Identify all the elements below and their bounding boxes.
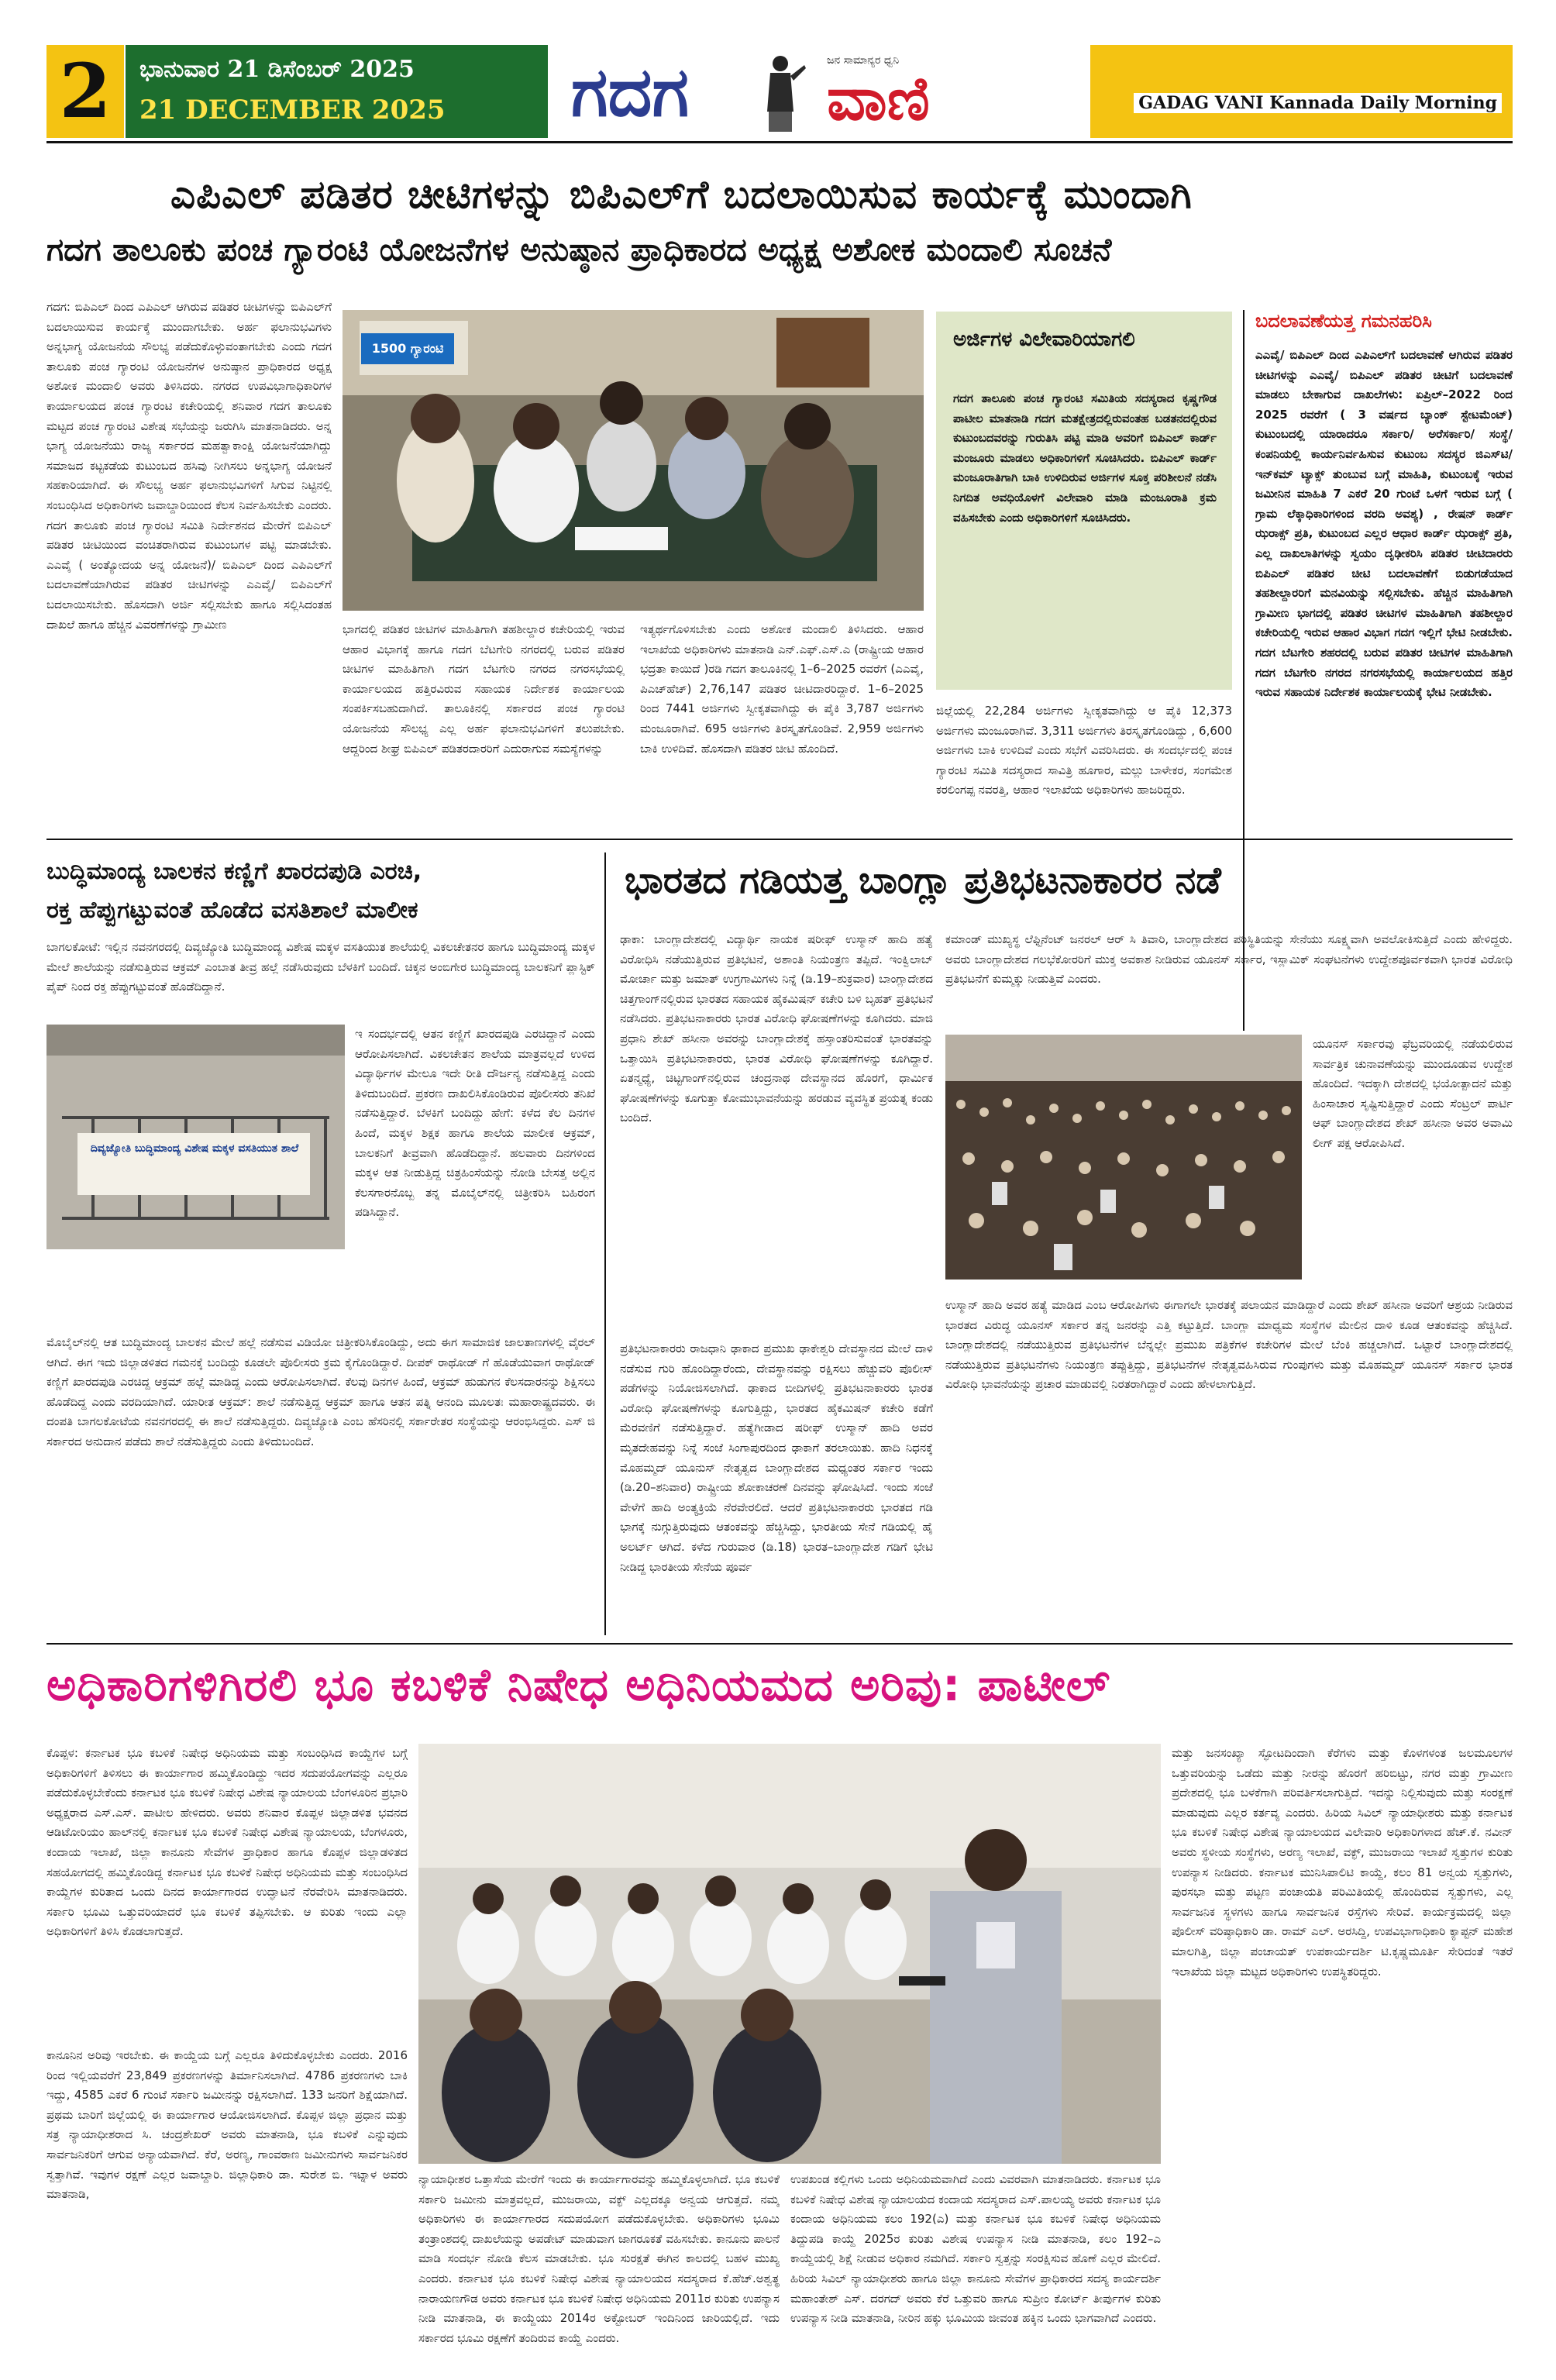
lead-box-text: ಗದಗ ತಾಲೂಕು ಪಂಚ ಗ್ಯಾರಂಟಿ ಸಮಿತಿಯ ಸದಸ್ಯರಾದ ಕೃಷ್ಣಗೌಡ ಪಾಟೀಲ ಮಾತನಾಡಿ ಗದಗ ಮತಕ್ಷೇತ್ರದಲ್ಲಿರುವಂತಹ ಬಡತನದಲ್ಲಿರುವ ಕುಟುಂಬದವರನ್ನು ಗುರುತಿಸಿ ಪಟ್ಟಿ ಮಾಡಿ ಅವರಿಗೆ ಬಿಪಿಎಲ್ ಕಾರ್ಡ್ ಮಂಜೂರು ಮಾಡಲು ಅಧಿಕಾರಿಗಳಿಗೆ ಸೂಚಿಸಿದರು. ಬಿಪಿಎಲ್ ಕಾರ್ಡ್ ಮಂಜೂರಾತಿಗಾಗಿ ಬಾಕಿ ಉಳಿದಿರುವ ಅರ್ಜಿಗಳ ಸೂಕ್ತ ಪರಿಶೀಲನೆ ನಡೆಸಿ ನಿಗದಿತ ಅವಧಿಯೊಳಗೆ ವಿಲೇವಾರಿ ಮಾಡಿ ಮಂಜೂರಾತಿ ಕ್ರಮ ವಹಿಸಬೇಕು ಎಂದು ಅಧಿಕಾರಿಗಳಿಗೆ ಸೂಚಿಸಿದರು. <box>953 391 1217 525</box>
side-box-text: ಎಎವೈ/ ಬಿಪಿಎಲ್ ದಿಂದ ಎಪಿಎಲ್‌ಗೆ ಬದಲಾವಣೆ ಆಗಿರುವ ಪಡಿತರ ಚೀಟಿಗಳನ್ನು ಎಎವೈ/ ಬಿಪಿಎಲ್ ಪಡಿತರ ಚೀಟಿಗೆ ಬದಲಾವಣೆ ಮಾಡಲು ಬೇಕಾಗುವ ದಾಖಲೆಗಳು: ಏಪ್ರಿಲ್–2022 ರಿಂದ 2025 ರವರೆಗೆ ( 3 ವರ್ಷದ ಬ್ಯಾಂಕ್ ಸ್ಟೇಟಮೆಂಟ್) ಕುಟುಂಬದಲ್ಲಿ ಯಾರಾದರೂ ಸರ್ಕಾರಿ/ ಅರೆಸರ್ಕಾರಿ/ ಸಂಸ್ಥೆ/ ಕಂಪನಿಯಲ್ಲಿ ಕಾರ್ಯನಿರ್ವಹಿಸುವ ಕುಟುಂಬ ಸದಸ್ಯರ ಜಿಎಸ್‌ಟಿ/ ಇನ್‌ಕಮ್ ಟ್ಯಾಕ್ಸ್ ತುಂಬುವ ಬಗ್ಗೆ ಮಾಹಿತಿ, ಕುಟುಂಬಕ್ಕೆ ಇರುವ ಜಮೀನಿನ ಮಾಹಿತಿ 7 ಎಕರೆ 20 ಗುಂಟೆ ಒಳಗೆ ಇರುವ ಬಗ್ಗೆ ( ಗ್ರಾಮ ಲೆಕ್ಕಾಧಿಕಾರಿಗಳಿಂದ ವರದಿ ಅವಶ್ಯ) , ರೇಷನ್ ಕಾರ್ಡ್ ಝರಾಕ್ಸ್ ಪ್ರತಿ, ಕುಟುಂಬದ ಎಲ್ಲರ ಆಧಾರ ಕಾರ್ಡ್ ಝರಾಕ್ಸ್ ಪ್ರತಿ, ಎಲ್ಲ ದಾಖಲಾತಿಗಳನ್ನು ಸ್ವಯಂ ದೃಢೀಕರಿಸಿ ಪಡಿತರ ಚೀಟಿದಾರರು ಬಿಪಿಎಲ್ ಪಡಿತರ ಚೀಟಿ ಬದಲಾವಣೆಗೆ ಬಿಡುಗಡೆಯಾದ ತಹಶೀಲ್ದಾರರಿಗೆ ಮನವಿಯನ್ನು ಸಲ್ಲಿಸಬೇಕು. ಹೆಚ್ಚಿನ ಮಾಹಿತಿಗಾಗಿ ಗ್ರಾಮೀಣ ಭಾಗದಲ್ಲಿ ಪಡಿತರ ಚೀಟಿಗಳ ಮಾಹಿತಿಗಾಗಿ ತಹಶೀಲ್ದಾರ ಕಚೇರಿಯಲ್ಲಿ ಇರುವ ಆಹಾರ ವಿಭಾಗ ಗದಗ ಇಲ್ಲಿಗೆ ಭೇಟಿ ನೀಡಬೇಕು. ಗದಗ ಬೆಟಗೇರಿ ಶಹರದಲ್ಲಿ ಬರುವ ಪಡಿತರ ಚೀಟಿಗಳ ಮಾಹಿತಿಗಾಗಿ ಗದಗ ಬೆಟಗೇರಿ ನಗರದ ನಗರಸಭೆಯಲ್ಲಿ ಕಾರ್ಯಾಲಯದ ಹತ್ತಿರ ಇರುವ ಸಹಾಯಕ ನಿರ್ದೇಶಕ ಕಾರ್ಯಾಲಯಕ್ಕೆ ಭೇಟಿ ನೀಡಬೇಕು. <box>1255 348 1513 700</box>
masthead-band <box>1090 45 1513 138</box>
story3-col1-bottom: ಪ್ರತಿಭಟನಾಕಾರರು ರಾಜಧಾನಿ ಢಾಕಾದ ಪ್ರಮುಖ ಢಾಕೇಶ್ವರಿ ದೇವಸ್ಥಾನದ ಮೇಲೆ ದಾಳಿ ನಡೆಸುವ ಗುರಿ ಹೊಂದಿದ್ದಾರೆಂದು, ದೇವಸ್ಥಾನವನ್ನು ರಕ್ಷಿಸಲು ಹೆಚ್ಚುವರಿ ಪೊಲೀಸ್ ಪಡೆಗಳನ್ನು ನಿಯೋಜಿಸಲಾಗಿದೆ. ಢಾಕಾದ ಬೀದಿಗಳಲ್ಲಿ ಪ್ರತಿಭಟನಾಕಾರರು ಭಾರತ ವಿರೋಧಿ ಘೋಷಣೆಗಳನ್ನು ಕೂಗುತ್ತಿದ್ದು, ಭಾರತದ ಹೈಕಮಿಷನ್ ಕಚೇರಿ ಕಡೆಗೆ ಮೆರವಣಿಗೆ ನಡೆಸುತ್ತಿದ್ದಾರೆ. ಹತ್ಯೆಗೀಡಾದ ಷರೀಫ್ ಉಸ್ಮಾನ್ ಹಾದಿ ಅವರ ಮೃತದೇಹವನ್ನು ನಿನ್ನೆ ಸಂಜೆ ಸಿಂಗಾಪುರದಿಂದ ಢಾಕಾಗೆ ತರಲಾಯಿತು. ಹಾದಿ ನಿಧನಕ್ಕೆ ಮೊಹಮ್ಮದ್ ಯೂನುಸ್ ನೇತೃತ್ವದ ಬಾಂಗ್ಲಾದೇಶದ ಮಧ್ಯಂತರ ಸರ್ಕಾರ ಇಂದು (ಡಿ.20–ಶನಿವಾರ) ರಾಷ್ಟ್ರೀಯ ಶೋಕಾಚರಣೆ ದಿನವನ್ನು ಘೋಷಿಸಿದೆ. ಇಂದು ಸಂಜೆ ವೇಳೆಗೆ ಹಾದಿ ಅಂತ್ಯಕ್ರಿಯೆ ನೆರವೇರಲಿದೆ. ಆದರೆ ಪ್ರತಿಭಟನಾಕಾರರು ಭಾರತದ ಗಡಿ ಭಾಗಕ್ಕೆ ನುಗ್ಗುತ್ತಿರುವುದು ಆತಂಕವನ್ನು ಹೆಚ್ಚಿಸಿದ್ದು, ಭಾರತೀಯ ಸೇನೆ ಗಡಿಯಲ್ಲಿ ಹೈ ಅಲರ್ಟ್ ಆಗಿದೆ. ಕಳೆದ ಗುರುವಾರ (ಡಿ.18) ಭಾರತ–ಬಾಂಗ್ಲಾದೇಶ ಗಡಿಗೆ ಭೇಟಿ ನೀಡಿದ್ದ ಭಾರತೀಯ ಸೇನೆಯ ಪೂರ್ವ <box>620 1342 933 1574</box>
date-box <box>126 45 548 138</box>
story2-text-top: ಬಾಗಲಕೋಟೆ: ಇಲ್ಲಿನ ನವನಗರದಲ್ಲಿ ದಿವ್ಯಜ್ಯೋತಿ ಬುದ್ಧಿಮಾಂದ್ಯ ವಿಶೇಷ ಮಕ್ಕಳ ವಸತಿಯುತ ಶಾಲೆಯಲ್ಲಿ ವಿಕಲಚೇತನರ ಹಾಗೂ ಬುದ್ಧಿಮಾಂದ್ಯ ಮಕ್ಕಳ ಮೇಲೆ ಶಾಲೆಯನ್ನು ನಡೆಸುತ್ತಿರುವ ಆಕ್ರಮ್ ಎಂಬಾತ ತೀವ್ರ ಹಲ್ಲೆ ನಡೆಸಿರುವುದು ಬೆಳಕಿಗೆ ಬಂದಿದೆ. ಚಿಕ್ಕನ ಅಂಬಿಗೇರ ಬುದ್ಧಿಮಾಂದ್ಯ ಬಾಲಕನಿಗೆ ಪ್ಲಾಸ್ಟಿಕ್ ಪೈಪ್ ನಿಂದ ರಕ್ತ ಹೆಪ್ಪುಗಟ್ಟುವಂತೆ ಹೊಡೆದಿದ್ದಾನೆ. <box>46 940 595 994</box>
story4-col4: ಮತ್ತು ಜನಸಂಖ್ಯಾ ಸ್ಫೋಟದಿಂದಾಗಿ ಕೆರೆಗಳು ಮತ್ತು ಕೊಳಗಳಂತ ಜಲಮೂಲಗಳ ಒತ್ತುವರಿಯನ್ನು ಒಡೆದು ಮತ್ತು ನೀರನ್ನು ಹೊರಗೆ ಹರಿಬಿಟ್ಟು, ನಗರ ಮತ್ತು ಗ್ರಾಮೀಣ ಪ್ರದೇಶದಲ್ಲಿ ಭೂ ಬಳಕೆಗಾಗಿ ಪರಿವರ್ತಿಸಲಾಗುತ್ತಿದೆ. ಇದನ್ನು ನಿಲ್ಲಿಸುವುದು ಮತ್ತು ಸಂರಕ್ಷಣೆ ಮಾಡುವುದು ಎಲ್ಲರ ಕರ್ತವ್ಯ ಎಂದರು. ಹಿರಿಯ ಸಿವಿಲ್ ನ್ಯಾಯಾಧೀಶರು ಮತ್ತು ಕರ್ನಾಟಕ ಭೂ ಕಬಳಿಕೆ ನಿಷೇಧ ವಿಶೇಷ ನ್ಯಾಯಾಲಯದ ವಿಲೇವಾರಿ ಅಧಿಕಾರಿಗಳಾದ ಹೆಚ್.ಕೆ. ನವೀನ್ ಅವರು ಸ್ಥಳೀಯ ಸಂಸ್ಥೆಗಳು, ಅರಣ್ಯ ಇಲಾಖೆ, ವಕ್ಫ್, ಮುಜರಾಯಿ ಇಲಾಖೆ ಸ್ವತ್ತುಗಳ ಕುರಿತು ಉಪನ್ಯಾಸ ನೀಡಿದರು. ಕರ್ನಾಟಕ ಮುನಿಸಿಪಾಲಿಟಿ ಕಾಯ್ದೆ, ಕಲಂ 81 ಅನ್ವಯ ಸ್ವತ್ತುಗಳು, ಪುರಸಭಾ ಮತ್ತು ಪಟ್ಟಣ ಪಂಚಾಯತಿ ಪರಿಮಿತಿಯಲ್ಲಿ ಹೊಂದಿರುವ ಸ್ವತ್ತುಗಳು, ಎಲ್ಲ ಸಾರ್ವಜನಿಕ ಸ್ಥಳಗಳು ಹಾಗೂ ಸಾರ್ವಜನಿಕ ರಸ್ತೆಗಳು ಸೇರಿವೆ. ಕಾರ್ಯಕ್ರಮದಲ್ಲಿ ಜಿಲ್ಲಾ ಪೊಲೀಸ್ ವರಿಷ್ಠಾಧಿಕಾರಿ ಡಾ. ರಾಮ್ ಎಲ್. ಅರಸಿದ್ದಿ, ಉಪವಿಭಾಗಾಧಿಕಾರಿ ಕ್ಯಾಪ್ಟನ್ ಮಹೇಶ ಮಾಲಗಿತ್ತಿ, ಜಿಲ್ಲಾ ಪಂಚಾಯತ್ ಉಪಕಾರ್ಯದರ್ಶಿ ಟಿ.ಕೃಷ್ಣಮೂರ್ತಿ ಸೇರಿದಂತೆ ಇತರೆ ಇಲಾಖೆಯ ಜಿಲ್ಲಾ ಮಟ್ಟದ ಅಧಿಕಾರಿಗಳು ಉಪಸ್ಥಿತರಿದ್ದರು. <box>1172 1746 1513 1979</box>
story3-col2-bottom: ಉಸ್ಮಾನ್ ಹಾದಿ ಅವರ ಹತ್ಯೆ ಮಾಡಿದ ಎಂಬ ಆರೋಪಿಗಳು ಈಗಾಗಲೇ ಭಾರತಕ್ಕೆ ಪಲಾಯನ ಮಾಡಿದ್ದಾರೆ ಎಂದು ಶೇಖ್ ಹಸೀನಾ ಅವರಿಗೆ ಆಶ್ರಯ ನೀಡಿರುವ ಭಾರತದ ವಿರುದ್ಧ ಯೂನಸ್ ಸರ್ಕಾರ ತನ್ನ ಜನರನ್ನು ಎತ್ತಿ ಕಟ್ಟುತ್ತಿದೆ. ಬಾಂಗ್ಲಾ ಮಾಧ್ಯಮ ಸಂಸ್ಥೆಗಳ ಮೇಲಿನ ದಾಳಿ ಕೂಡ ಆತಂಕವನ್ನು ಹೆಚ್ಚಿಸಿದೆ. ಬಾಂಗ್ಲಾದೇಶದಲ್ಲಿ ನಡೆಯುತ್ತಿರುವ ಪ್ರತಿಭಟನೆಗಳ ಬೆನ್ನಲ್ಲೇ ಪ್ರಮುಖ ಪತ್ರಿಕೆಗಳ ಕಚೇರಿಗಳ ಮೇಲೆ ಬೆಂಕಿ ಹಚ್ಚಲಾಗಿದೆ. ಒಟ್ಟಾರೆ ಬಾಂಗ್ಲಾದೇಶದಲ್ಲಿ ನಡೆಯುತ್ತಿರುವ ಪ್ರತಿಭಟನೆಗಳು ನಿಯಂತ್ರಣ ತಪ್ಪುತ್ತಿದ್ದು, ಪ್ರತಿಭಟನೆಗಳ ನೇತೃತ್ವವಹಿಸಿರುವ ಗುಂಪುಗಳು ಮತ್ತು ಮೊಹಮ್ಮದ್ ಯೂನಸ್ ಸರ್ಕಾರ ಭಾರತ ವಿರೋಧಿ ಭಾವನೆಯನ್ನು ಪ್ರಚಾರ ಮಾಡುವಲ್ಲಿ ನಿರತರಾಗಿದ್ದಾರೆ ಎಂದು ಹೇಳಲಾಗುತ್ತಿದೆ. <box>945 1298 1513 1392</box>
date-kannada: ಭಾನುವಾರ 21 ಡಿಸೆಂಬರ್ 2025 <box>139 56 415 83</box>
story3-headline: ಭಾರತದ ಗಡಿಯತ್ತ ಬಾಂಗ್ಲಾ ಪ್ರತಿಭಟನಾಕಾರರ ನಡೆ <box>625 859 1221 902</box>
lead-column-3: ಇತ್ಯರ್ಥಗೊಳಿಸಬೇಕು ಎಂದು ಅಶೋಕ ಮಂದಾಲಿ ತಿಳಿಸಿದರು. ಆಹಾರ ಇಲಾಖೆಯ ಅಧಿಕಾರಿಗಳು ಮಾತನಾಡಿ ಎನ್.ಎಫ್.ಎಸ್.ಎ (ರಾಷ್ಟ್ರೀಯ ಆಹಾರ ಭದ್ರತಾ ಕಾಯಿದೆ )ರಡಿ ಗದಗ ತಾಲೂಕಿನಲ್ಲಿ 1–6–2025 ರವರೆಗೆ (ಎಎವೈ, ಪಿಎಚ್‌ಹೆಚ್) 2,76,147 ಪಡಿತರ ಚೀಟಿದಾರರಿದ್ದಾರೆ. 1–6–2025 ರಿಂದ 7441 ಅರ್ಜಿಗಳು ಸ್ವೀಕೃತವಾಗಿದ್ದು ಈ ಪೈಕಿ 3,787 ಅರ್ಜಿಗಳು ಮಂಜೂರಾಗಿವೆ. 695 ಅರ್ಜಿಗಳು ತಿರಸ್ಕೃತಗೊಂಡಿವೆ. 2,959 ಅರ್ಜಿಗಳು ಬಾಕಿ ಉಳಿದಿವೆ. ಹೊಸದಾಗಿ ಪಡಿತರ ಚೀಟಿ ಹೊಂದಿದೆ. <box>640 622 924 756</box>
story2-text-right: ಇ ಸಂದರ್ಭದಲ್ಲಿ ಆತನ ಕಣ್ಣಿಗೆ ಖಾರದಪುಡಿ ಎರಚಿದ್ದಾನೆ ಎಂದು ಆರೋಪಿಸಲಾಗಿದೆ. ವಿಕಲಚೇತನ ಶಾಲೆಯ ಮಾತ್ರವಲ್ಲದೆ ಉಳಿದ ವಿದ್ಯಾರ್ಥಿಗಳ ಮೇಲೂ ಇದೇ ರೀತಿ ದೌರ್ಜನ್ಯ ನಡೆಸುತ್ತಿದ್ದ ಎಂದು ತಿಳಿದುಬಂದಿದೆ. ಪ್ರಕರಣ ದಾಖಲಿಸಿಕೊಂಡಿರುವ ಪೊಲೀಸರು ತನಿಖೆ ನಡೆಸುತ್ತಿದ್ದಾರೆ. ಬೆಳಕಿಗೆ ಬಂದಿದ್ದು ಹೇಗೆ: ಕಳೆದ ಕೆಲ ದಿನಗಳ ಹಿಂದೆ, ಮಕ್ಕಳ ಶಿಕ್ಷಕ ಹಾಗೂ ಶಾಲೆಯ ಮಾಲೀಕ ಆಕ್ರಮ್, ಬಾಲಕನಿಗೆ ತೀವ್ರವಾಗಿ ಹೊಡೆದಿದ್ದಾನೆ. ಹಲವಾರು ದಿನಗಳಿಂದ ಮಕ್ಕಳ ಆತ ನೀಡುತ್ತಿದ್ದ ಚಿತ್ರಹಿಂಸೆಯನ್ನು ನೋಡಿ ಬೇಸತ್ತ ಅಲ್ಲಿನ ಕೆಲಸಗಾರನೊಬ್ಬ ತನ್ನ ಮೊಬೈಲ್‌ನಲ್ಲಿ ಚಿತ್ರೀಕರಿಸಿ ಬಹಿರಂಗ ಪಡಿಸಿದ್ದಾನೆ. <box>355 1027 595 1220</box>
logo-left-text: ಗದಗ <box>571 51 690 132</box>
logo-right-text: ವಾಣಿ <box>827 64 930 134</box>
photo-banner-text: 1500 ಗ್ಯಾರಂಟಿ <box>361 333 454 364</box>
story4-photo <box>418 1744 1161 2164</box>
story3-col1-top: ಢಾಕಾ: ಬಾಂಗ್ಲಾದೇಶದಲ್ಲಿ ವಿದ್ಯಾರ್ಥಿ ನಾಯಕ ಷರೀಫ್ ಉಸ್ಮಾನ್ ಹಾದಿ ಹತ್ಯೆ ವಿರೋಧಿಸಿ ನಡೆಯುತ್ತಿರುವ ಪ್ರತಿಭಟನೆ, ಅಶಾಂತಿ ನಿಯಂತ್ರಣ ತಪ್ಪಿದೆ. ಇಂಕ್ವಿಲಾಬ್ ಮೋರ್ಚಾ ಮತ್ತು ಜಮಾತ್ ಉಗ್ರಗಾಮಿಗಳು ನಿನ್ನೆ (ಡಿ.19–ಶುಕ್ರವಾರ) ಬಾಂಗ್ಲಾದೇಶದ ಚಿತ್ತಗಾಂಗ್‌ನಲ್ಲಿರುವ ಭಾರತದ ಸಹಾಯಕ ಹೈಕಮಿಷನ್ ಕಚೇರಿ ಬಳಿ ಬೃಹತ್ ಪ್ರತಿಭಟನೆ ನಡೆಸಿದರು. ಪ್ರತಿಭಟನಾಕಾರರು ಭಾರತ ವಿರೋಧಿ ಘೋಷಣೆಗಳನ್ನು ಕೂಗಿದರು. ಮಾಜಿ ಪ್ರಧಾನಿ ಶೇಖ್ ಹಸೀನಾ ಅವರನ್ನು ಬಾಂಗ್ಲಾದೇಶಕ್ಕೆ ಹಸ್ತಾಂತರಿಸುವಂತೆ ಭಾರತವನ್ನು ಒತ್ತಾಯಿಸಿ ಪ್ರತಿಭಟನಾಕಾರರು, ಭಾರತ ವಿರೋಧಿ ಘೋಷಣೆಗಳನ್ನು ಕೂಗಿದ್ದಾರೆ. ಏತನ್ಮಧ್ಯೆ, ಚಿಟ್ಟಗಾಂಗ್‌ನಲ್ಲಿರುವ ಚಂದ್ರನಾಥ ದೇವಸ್ಥಾನದ ಹೊರಗೆ, ಧಾರ್ಮಿಕ ಘೋಷಣೆಗಳನ್ನು ಕೂಗುತ್ತಾ ಕೋಮುಭಾವನೆಯನ್ನು ಹರಡುವ ವ್ಯವಸ್ಥಿತ ಪ್ರಯತ್ನ ಕಂಡು ಬಂದಿದೆ. <box>620 932 933 1125</box>
lead-divider <box>1243 310 1244 1031</box>
lead-subheadline: ಗದಗ ತಾಲೂಕು ಪಂಚ ಗ್ಯಾರಂಟಿ ಯೋಜನೆಗಳ ಅನುಷ್ಠಾನ ಪ್ರಾಧಿಕಾರದ ಅಧ್ಯಕ್ಷ ಅಶೋಕ ಮಂದಾಲಿ ಸೂಚನೆ <box>46 231 1112 268</box>
story2-text-bottom: ಮೊಬೈಲ್‌ನಲ್ಲಿ ಆತ ಬುದ್ಧಿಮಾಂದ್ಯ ಬಾಲಕನ ಮೇಲೆ ಹಲ್ಲೆ ನಡೆಸುವ ವಿಡಿಯೋ ಚಿತ್ರೀಕರಿಸಿಕೊಂಡಿದ್ದು, ಅದು ಈಗ ಸಾಮಾಜಿಕ ಜಾಲತಾಣಗಳಲ್ಲಿ ವೈರಲ್ ಆಗಿದೆ. ಈಗ ಇದು ಜಿಲ್ಲಾಡಳಿತದ ಗಮನಕ್ಕೆ ಬಂದಿದ್ದು ಕೂಡಲೇ ಪೊಲೀಸರು ಕ್ರಮ ಕೈಗೊಂಡಿದ್ದಾರೆ. ದೀಪಕ್ ರಾಥೋಡ್ ಗೆ ಹೊಡೆಯುವಾಗ ರಾಥೋಡ್ ಕಣ್ಣಿಗೆ ಖಾರದಪುಡಿ ಎರಚಿದ್ದ ಆಕ್ರಮ್ ಹಲ್ಲೆ ಮಾಡಿದ್ದ ಎಂದು ಆರೋಪಿಸಲಾಗಿದೆ. ಕೆಲವು ದಿನಗಳ ಹಿಂದೆ, ಆಕ್ರಮ್ ಹುಡುಗನ ಕೆಲಸದಾರನನ್ನು ಶಿಕ್ಷಿಸಲು ಹೊಡೆದಿದ್ದ ಎಂದು ವರದಿಯಾಗಿದೆ. ಯಾರೀತ ಆಕ್ರಮ್: ಶಾಲೆ ನಡೆಸುತ್ತಿದ್ದ ಆಕ್ರಮ್ ಹಾಗೂ ಆತನ ಪತ್ನಿ ಆನಂದಿ ಮೂಲತಃ ಮಹಾರಾಷ್ಟ್ರದವರು. ಈ ದಂಪತಿ ಬಾಗಲಕೋಟೆಯ ನವನಗರದಲ್ಲಿ ಈ ಶಾಲೆ ನಡೆಸುತ್ತಿದ್ದರು. ದಿವ್ಯಜ್ಯೋತಿ ಎಂಬ ಹೆಸರಿನಲ್ಲಿ ಸರ್ಕಾರೇತರ ಸಂಸ್ಥೆಯನ್ನು ಆರಂಭಿಸಿದ್ದರು. ಎಸ್ ಜಿ ಸರ್ಕಾರದ ಅನುದಾನ ಪಡೆದು ಶಾಲೆ ನಡೆಸುತ್ತಿದ್ದರು ಎಂದು ತಿಳಿದುಬಂದಿದೆ. <box>46 1335 595 1448</box>
masthead-rule <box>46 141 1513 143</box>
story4-col2: ನ್ಯಾಯಾಧೀಶರ ಒತ್ತಾಸೆಯ ಮೇರೆಗೆ ಇಂದು ಈ ಕಾರ್ಯಾಗಾರವನ್ನು ಹಮ್ಮಿಕೊಳ್ಳಲಾಗಿದೆ. ಭೂ ಕಬಳಿಕೆ ಸರ್ಕಾರಿ ಜಮೀನು ಮಾತ್ರವಲ್ಲದೆ, ಮುಜರಾಯಿ, ವಕ್ಫ್ ಎಲ್ಲದಕ್ಕೂ ಅನ್ವಯ ಆಗುತ್ತದೆ. ನಮ್ಮ ಅಧಿಕಾರಿಗಳು ಈ ಕಾರ್ಯಾಗಾರದ ಸದುಪಯೋಗ ಪಡೆದುಕೊಳ್ಳಬೇಕು. ಅಧಿಕಾರಿಗಳು ಭೂಮಿ ತಂತ್ರಾಂಶದಲ್ಲಿ ದಾಖಲೆಯನ್ನು ಅಪಡೇಟ್ ಮಾಡುವಾಗ ಜಾಗರೂಕತೆ ವಹಿಸಬೇಕು. ಕಾನೂನು ಪಾಲನೆ ಮಾಡಿ ಸಂದರ್ಭ ನೋಡಿ ಕೆಲಸ ಮಾಡಬೇಕು. ಭೂ ಸುರಕ್ಷತೆ ಈಗಿನ ಕಾಲದಲ್ಲಿ ಬಹಳ ಮುಖ್ಯ ಎಂದರು. ಕರ್ನಾಟಕ ಭೂ ಕಬಳಿಕೆ ನಿಷೇಧ ವಿಶೇಷ ನ್ಯಾಯಾಲಯದ ಸದಸ್ಯರಾದ ಕೆ.ಹೆಚ್.ಅಶ್ವತ್ಥ ನಾರಾಯಣಗೌಡ ಅವರು ಕರ್ನಾಟಕ ಭೂ ಕಬಳಿಕೆ ನಿಷೇಧ ಅಧಿನಿಯಮ 2011ರ ಕುರಿತು ಉಪನ್ಯಾಸ ನೀಡಿ ಮಾತನಾಡಿ, ಈ ಕಾಯ್ದೆಯು 2014ರ ಅಕ್ಟೋಬರ್ ಇಂದಿನಿಂದ ಜಾರಿಯಲ್ಲಿದೆ. ಇದು ಸರ್ಕಾರದ ಭೂಮಿ ರಕ್ಷಣೆಗೆ ತಂದಿರುವ ಕಾಯ್ದೆ ಎಂದರು. <box>418 2172 780 2345</box>
paper-name: GADAG VANI Kannada Daily Morning <box>1134 93 1502 113</box>
story3-photo <box>945 1035 1302 1280</box>
story4-col3: ಉಪಖಂಡ ಕಲ್ಲಿಗಳು ಒಂದು ಅಧಿನಿಯಮವಾಗಿದೆ ಎಂದು ವಿವರವಾಗಿ ಮಾತನಾಡಿದರು. ಕರ್ನಾಟಕ ಭೂ ಕಬಳಿಕೆ ನಿಷೇಧ ವಿಶೇಷ ನ್ಯಾಯಾಲಯದ ಕಂದಾಯ ಸದಸ್ಯರಾದ ಎಸ್.ಪಾಲಯ್ಯ ಅವರು ಕರ್ನಾಟಕ ಭೂ ಕಂದಾಯ ಅಧಿನಿಯಮ ಕಲಂ 192(ಎ) ಮತ್ತು ಕರ್ನಾಟಕ ಭೂ ಕಬಳಿಕೆ ನಿಷೇಧ ಅಧಿನಿಯಮ ತಿದ್ದುಪಡಿ ಕಾಯ್ದೆ 2025ರ ಕುರಿತು ವಿಶೇಷ ಉಪನ್ಯಾಸ ನೀಡಿ ಮಾತನಾಡಿ, ಕಲಂ 192–ಎ ಕಾಯ್ದೆಯಲ್ಲಿ ಶಿಕ್ಷೆ ನೀಡುವ ಅಧಿಕಾರ ನಮಗಿದೆ. ಸರ್ಕಾರಿ ಸ್ವತ್ತನ್ನು ಸಂರಕ್ಷಿಸುವ ಹೊಣೆ ಎಲ್ಲರ ಮೇಲಿದೆ. ಹಿರಿಯ ಸಿವಿಲ್ ನ್ಯಾಯಾಧೀಶರು ಹಾಗೂ ಜಿಲ್ಲಾ ಕಾನೂನು ಸೇವೆಗಳ ಪ್ರಾಧಿಕಾರದ ಸದಸ್ಯ ಕಾರ್ಯದರ್ಶಿ ಮಹಾಂತೇಶ್ ಎಸ್. ದರಗದ್ ಅವರು ಕೆರೆ ಒತ್ತುವರಿ ಹಾಗೂ ಸುಪ್ರೀಂ ಕೋರ್ಟ್ ತೀರ್ಪುಗಳ ಕುರಿತು ಉಪನ್ಯಾಸ ನೀಡಿ ಮಾತನಾಡಿ, ನೀರಿನ ಹಕ್ಕು ಭೂಮಿಯ ಜೀವಂತ ಹಕ್ಕಿನ ಒಂದು ಭಾಗವಾಗಿದೆ ಎಂದರು. <box>790 2172 1161 2326</box>
story4-headline: ಅಧಿಕಾರಿಗಳಿಗಿರಲಿ ಭೂ ಕಬಳಿಕೆ ನಿಷೇಧ ಅಧಿನಿಯಮದ ಅರಿವು: ಪಾಟೀಲ್ <box>46 1658 1111 1711</box>
story2-headline-2: ರಕ್ತ ಹೆಪ್ಪುಗಟ್ಟುವಂತೆ ಹೊಡೆದ ವಸತಿಶಾಲೆ ಮಾಲೀಕ <box>46 897 418 924</box>
newspaper-logo <box>548 45 1090 138</box>
statue-icon <box>745 50 815 135</box>
date-english: 21 DECEMBER 2025 <box>139 95 446 126</box>
lead-column-4: ಜಿಲ್ಲೆಯಲ್ಲಿ 22,284 ಅರ್ಜಿಗಳು ಸ್ವೀಕೃತವಾಗಿದ್ದು ಆ ಪೈಕಿ 12,373 ಅರ್ಜಿಗಳು ಮಂಜೂರಾಗಿವೆ. 3,311 ಅರ್ಜಿಗಳು ತಿರಸ್ಕೃತಗೊಂಡಿದ್ದು , 6,600 ಅರ್ಜಿಗಳು ಬಾಕಿ ಉಳಿದಿವೆ ಎಂದು ಸಭೆಗೆ ವಿವರಿಸಿದರು. ಈ ಸಂದರ್ಭದಲ್ಲಿ ಪಂಚ ಗ್ಯಾರಂಟಿ ಸಮಿತಿ ಸದಸ್ಯರಾದ ಸಾವಿತ್ರಿ ಹೂಗಾರ, ಮಲ್ಲು ಬಾಳೇಕರ, ಸಂಗಮೇಶ ಕರಲಿಂಗಪ್ಪ ನವರತ್ತಿ, ಆಹಾರ ಇಲಾಖೆಯ ಅಧಿಕಾರಿಗಳು ಹಾಜರಿದ್ದರು. <box>936 704 1232 797</box>
section-rule-1 <box>46 839 1513 840</box>
lead-headline: ಎಪಿಎಲ್ ಪಡಿತರ ಚೀಟಿಗಳನ್ನು ಬಿಪಿಎಲ್‌ಗೆ ಬದಲಾಯಿಸುವ ಕಾರ್ಯಕ್ಕೆ ಮುಂದಾಗಿ <box>170 172 1193 217</box>
story3-col2-mid: ಯೂನಸ್ ಸರ್ಕಾರವು ಫೆಬ್ರವರಿಯಲ್ಲಿ ನಡೆಯಲಿರುವ ಸಾರ್ವತ್ರಿಕ ಚುನಾವಣೆಯನ್ನು ಮುಂದೂಡುವ ಉದ್ದೇಶ ಹೊಂದಿದೆ. ಇದಕ್ಕಾಗಿ ದೇಶದಲ್ಲಿ ಭಯೋತ್ಪಾದನೆ ಮತ್ತು ಹಿಂಸಾಚಾರ ಸೃಷ್ಟಿಸುತ್ತಿದ್ದಾರೆ ಎಂದು ಸೆಂಟ್ರಲ್ ಪಾರ್ಟಿ ಆಫ್ ಬಾಂಗ್ಲಾದೇಶದ ಶೇಖ್ ಹಸೀನಾ ಅವರ ಅವಾಮಿ ಲೀಗ್ ಪಕ್ಷ ಆರೋಪಿಸಿದೆ. <box>1313 1037 1513 1150</box>
page-number: 2 <box>46 45 124 138</box>
story2-banner-text: ದಿವ್ಯಜ್ಯೋತಿ ಬುದ್ಧಿಮಾಂದ್ಯ ವಿಶೇಷ ಮಕ್ಕಳ ವಸತಿಯುತ ಶಾಲೆ <box>90 1142 299 1155</box>
story2-divider <box>604 852 606 1635</box>
story4-col1-top: ಕೊಪ್ಪಳ: ಕರ್ನಾಟಕ ಭೂ ಕಬಳಿಕೆ ನಿಷೇಧ ಅಧಿನಿಯಮ ಮತ್ತು ಸಂಬಂಧಿಸಿದ ಕಾಯ್ದೆಗಳ ಬಗ್ಗೆ ಅಧಿಕಾರಿಗಳಿಗೆ ತಿಳಿಸಲು ಈ ಕಾರ್ಯಾಗಾರ ಹಮ್ಮಿಕೊಂಡಿದ್ದು ಇದರ ಸದುಪಯೋಗವನ್ನು ಎಲ್ಲರೂ ಪಡೆದುಕೊಳ್ಳಬೇಕೆಂದು ಕರ್ನಾಟಕ ಭೂ ಕಬಳಿಕೆ ನಿಷೇಧ ವಿಶೇಷ ನ್ಯಾಯಾಲಯ ಬೆಂಗಳೂರಿನ ಪ್ರಭಾರಿ ಅಧ್ಯಕ್ಷರಾದ ಎಸ್.ಎಸ್. ಪಾಟೀಲ ಹೇಳಿದರು. ಅವರು ಶನಿವಾರ ಕೊಪ್ಪಳ ಜಿಲ್ಲಾಡಳಿತ ಭವನದ ಆಡಿಟೋರಿಯಂ ಹಾಲ್‌ನಲ್ಲಿ ಕರ್ನಾಟಕ ಭೂ ಕಬಳಿಕೆ ನಿಷೇಧ ವಿಶೇಷ ನ್ಯಾಯಾಲಯ, ಬೆಂಗಳೂರು, ಕಂದಾಯ ಇಲಾಖೆ, ಜಿಲ್ಲಾ ಕಾನೂನು ಸೇವೆಗಳ ಪ್ರಾಧಿಕಾರ ಹಾಗೂ ಕೊಪ್ಪಳ ಜಿಲ್ಲಾಡಳಿತದ ಸಹಯೋಗದಲ್ಲಿ ಹಮ್ಮಿಕೊಂಡಿದ್ದ ಕರ್ನಾಟಕ ಭೂ ಕಬಳಿಕೆ ನಿಷೇಧ ಅಧಿನಿಯಮ ಮತ್ತು ಸಂಬಂಧಿಸಿದ ಕಾಯ್ದೆಗಳ ಕುರಿತಾದ ಒಂದು ದಿನದ ಕಾರ್ಯಾಗಾರದ ಉದ್ಘಾಟನೆ ನೆರವೇರಿಸಿ ಮಾತನಾಡಿದರು. ಸರ್ಕಾರಿ ಭೂಮಿ ಒತ್ತುವರಿಯಾದರೆ ಭೂ ಕಬಳಿಕೆ ತಪ್ಪಿಸಬೇಕು. ಆ ಕುರಿತು ಇಂದು ಎಲ್ಲಾ ಅಧಿಕಾರಿಗಳಿಗೆ ತಿಳಿಸಿ ಕೊಡಲಾಗುತ್ತದೆ. <box>46 1746 408 1939</box>
section-rule-2 <box>46 1643 1513 1645</box>
story2-photo <box>46 1025 345 1249</box>
lead-column-1: ಗದಗ: ಬಿಪಿಎಲ್ ದಿಂದ ಎಪಿಎಲ್ ಆಗಿರುವ ಪಡಿತರ ಚೀಟಿಗಳನ್ನು ಬಿಪಿಎಲ್‌ಗೆ ಬದಲಾಯಿಸುವ ಕಾರ್ಯಕ್ಕೆ ಮುಂದಾಗಬೇಕು. ಅರ್ಹ ಫಲಾನುಭವಿಗಳು ಅನ್ನಭಾಗ್ಯ ಯೋಜನೆಯ ಸೌಲಭ್ಯ ಪಡೆದುಕೊಳ್ಳುವಂತಾಗಬೇಕು ಎಂದು ಗದಗ ತಾಲೂಕು ಪಂಚ ಗ್ಯಾರಂಟಿ ಯೋಜನೆಗಳ ಅನುಷ್ಠಾನ ಪ್ರಾಧಿಕಾರದ ಅಧ್ಯಕ್ಷ ಅಶೋಕ ಮಂದಾಲಿ ಅವರು ತಿಳಿಸಿದರು. ನಗರದ ಉಪವಿಭಾಗಾಧಿಕಾರಿಗಳ ಕಾರ್ಯಾಲಯದ ಪಂಚ ಗ್ಯಾರಂಟಿ ಕಚೇರಿಯಲ್ಲಿ ಶನಿವಾರ ಗದಗ ತಾಲೂಕು ಮಟ್ಟದ ಪಂಚ ಗ್ಯಾರಂಟಿ ವಿಶೇಷ ಸಭೆಯನ್ನು ಜರುಗಿಸಿ ಮಾತನಾಡಿದರು. ಅನ್ನ ಭಾಗ್ಯ ಯೋಜನೆಯು ರಾಜ್ಯ ಸರ್ಕಾರದ ಮಹತ್ವಾಕಾಂಕ್ಷಿ ಯೋಜನೆಯಾಗಿದ್ದು ಸಮಾಜದ ಕಟ್ಟಕಡೆಯ ಕುಟುಂಬದ ಹಸಿವು ನೀಗಿಸಲು ಅನ್ನಭಾಗ್ಯ ಯೋಜನೆ ಸಹಕಾರಿಯಾಗಿದೆ. ಈ ಸೌಲಭ್ಯ ಅರ್ಹ ಫಲಾನುಭವಿಗಳಿಗೆ ಸಿಗುವ ನಿಟ್ಟಿನಲ್ಲಿ ಸಂಬಂಧಿಸಿದ ಅಧಿಕಾರಿಗಳು ಜವಾಬ್ದಾರಿಯಿಂದ ಕೆಲಸ ನಿರ್ವಹಿಸಬೇಕು ಎಂದರು. ಗದಗ ತಾಲೂಕು ಪಂಚ ಗ್ಯಾರಂಟಿ ಸಮಿತಿ ನಿರ್ದೇಶನದ ಮೇರೆಗೆ ಬಿಪಿಎಲ್ ಪಡಿತರ ಚೀಟಿಯಿಂದ ವಂಚಿತರಾಗಿರುವ ಕುಟುಂಬಗಳ ಪಟ್ಟಿ ಮಾಡಬೇಕು. ಎಎವೈ ( ಅಂತ್ಯೋದಯ ಅನ್ನ ಯೋಜನೆ)/ ಬಿಪಿಎಲ್ ದಿಂದ ಎಪಿಎಲ್‌ಗೆ ಬದಲಾವಣೆಯಾಗಿರುವ ಪಡಿತರ ಚೀಟಿಗಳನ್ನು ಎಎವೈ/ ಬಿಪಿಎಲ್‌ಗೆ ಬದಲಾಯಿಸಬೇಕು. ಹೊಸದಾಗಿ ಅರ್ಜಿ ಸಲ್ಲಿಸಬೇಕು ಹಾಗೂ ಸಲ್ಲಿಸಿದಂತಹ ದಾಖಲೆ ಹಾಗೂ ಹೆಚ್ಚಿನ ವಿವರಣೆಗಳನ್ನು ಗ್ರಾಮೀಣ <box>46 300 332 632</box>
side-box-title: ಬದಲಾವಣೆಯತ್ತ ಗಮನಹರಿಸಿ <box>1255 310 1432 332</box>
logo-tagline: ಜನ ಸಾಮಾನ್ಯರ ಧ್ವನಿ <box>827 54 900 67</box>
lead-column-2: ಭಾಗದಲ್ಲಿ ಪಡಿತರ ಚೀಟಿಗಳ ಮಾಹಿತಿಗಾಗಿ ತಹಶೀಲ್ದಾರ ಕಚೇರಿಯಲ್ಲಿ ಇರುವ ಆಹಾರ ವಿಭಾಗಕ್ಕೆ ಹಾಗೂ ಗದಗ ಬೆಟಗೇರಿ ನಗರದಲ್ಲಿ ಬರುವ ಪಡಿತರ ಚೀಟಿಗಳ ಮಾಹಿತಿಗಾಗಿ ಗದಗ ಬೆಟಗೇರಿ ನಗರದ ನಗರಸಭೆಯಲ್ಲಿ ಕಾರ್ಯಾಲಯದ ಹತ್ತಿರವಿರುವ ಸಹಾಯಕ ನಿರ್ದೇಶಕ ಕಾರ್ಯಾಲಯ ಸಂಪರ್ಕಿಸಬಹುದಾಗಿದೆ. ತಾಲೂಕಿನಲ್ಲಿ ಸರ್ಕಾರದ ಪಂಚ ಗ್ಯಾರಂಟಿ ಯೋಜನೆಯ ಸೌಲಭ್ಯ ಎಲ್ಲ ಅರ್ಹ ಫಲಾನುಭವಿಗಳಿಗೆ ತಲುಪಬೇಕು. ಆದ್ದರಿಂದ ಶೀಘ್ರ ಬಿಪಿಎಲ್ ಪಡಿತರದಾರರಿಗೆ ಎದುರಾಗುವ ಸಮಸ್ಯೆಗಳನ್ನು <box>343 622 625 756</box>
story3-col2-top: ಕಮಾಂಡ್ ಮುಖ್ಯಸ್ಥ ಲೆಫ್ಟಿನೆಂಟ್ ಜನರಲ್ ಆರ್ ಸಿ ತಿವಾರಿ, ಬಾಂಗ್ಲಾದೇಶದ ಪರಿಸ್ಥಿತಿಯನ್ನು ಸೇನೆಯು ಸೂಕ್ಷ್ಮವಾಗಿ ಅವಲೋಕಿಸುತ್ತಿದೆ ಎಂದು ಹೇಳಿದ್ದರು. ಅವರು ಬಾಂಗ್ಲಾದೇಶದ ಗಲಭೆಕೋರರಿಗೆ ಮುಕ್ತ ಅವಕಾಶ ನೀಡಿರುವ ಯೂನಸ್ ಸರ್ಕಾರ, ಇಸ್ಲಾಮಿಕ್ ಸಂಘಟನೆಗಳು ಉದ್ದೇಶಪೂರ್ವಕವಾಗಿ ಭಾರತ ವಿರೋಧಿ ಪ್ರತಿಭಟನೆಗೆ ಕುಮ್ಮಕ್ಕು ನೀಡುತ್ತಿವೆ ಎಂದರು. <box>945 932 1513 987</box>
story4-col1-bottom: ಕಾನೂನಿನ ಅರಿವು ಇರಬೇಕು. ಈ ಕಾಯ್ದೆಯ ಬಗ್ಗೆ ಎಲ್ಲರೂ ತಿಳಿದುಕೊಳ್ಳಬೇಕು ಎಂದರು. 2016 ರಿಂದ ಇಲ್ಲಿಯವರೆಗೆ 23,849 ಪ್ರಕರಣಗಳನ್ನು ತಿರ್ಮಾನಿಸಲಾಗಿದೆ. 4786 ಪ್ರಕರಣಗಳು ಬಾಕಿ ಇದ್ದು, 4585 ಎಕರೆ 6 ಗುಂಟೆ ಸರ್ಕಾರಿ ಜಮೀನನ್ನು ರಕ್ಷಿಸಲಾಗಿದೆ. 133 ಜನರಿಗೆ ಶಿಕ್ಷೆಯಾಗಿದೆ. ಪ್ರಥಮ ಬಾರಿಗೆ ಜಿಲ್ಲೆಯಲ್ಲಿ ಈ ಕಾರ್ಯಾಗಾರ ಆಯೋಜಿಸಲಾಗಿದೆ. ಕೊಪ್ಪಳ ಜಿಲ್ಲಾ ಪ್ರಧಾನ ಮತ್ತು ಸತ್ರ ನ್ಯಾಯಾಧೀಶರಾದ ಸಿ. ಚಂದ್ರಶೇಖರ್ ಅವರು ಮಾತನಾಡಿ, ಭೂ ಕಬಳಿಕೆ ಎನ್ನುವುದು ಸಾರ್ವಜನಿಕರಿಗೆ ಆಗುವ ಅನ್ಯಾಯವಾಗಿದೆ. ಕೆರೆ, ಅರಣ್ಯ, ಗಾಂವಠಾಣ ಜಮೀನುಗಳು ಸಾರ್ವಜನಿಕರ ಸ್ವತ್ತಾಗಿವೆ. ಇವುಗಳ ರಕ್ಷಣೆ ಎಲ್ಲರ ಜವಾಬ್ದಾರಿ. ಜಿಲ್ಲಾಧಿಕಾರಿ ಡಾ. ಸುರೇಶ ಬಿ. ಇಟ್ನಾಳ ಅವರು ಮಾತನಾಡಿ, <box>46 2048 408 2202</box>
lead-photo <box>343 310 924 611</box>
story2-headline-box <box>46 852 595 933</box>
lead-box-title: ಅರ್ಜಿಗಳ ವಿಲೇವಾರಿಯಾಗಲಿ <box>953 328 1135 351</box>
lead-info-box <box>936 312 1232 690</box>
story2-headline-1: ಬುದ್ಧಿಮಾಂದ್ಯ ಬಾಲಕನ ಕಣ್ಣಿಗೆ ಖಾರದಪುಡಿ ಎರಚಿ, <box>46 858 422 885</box>
